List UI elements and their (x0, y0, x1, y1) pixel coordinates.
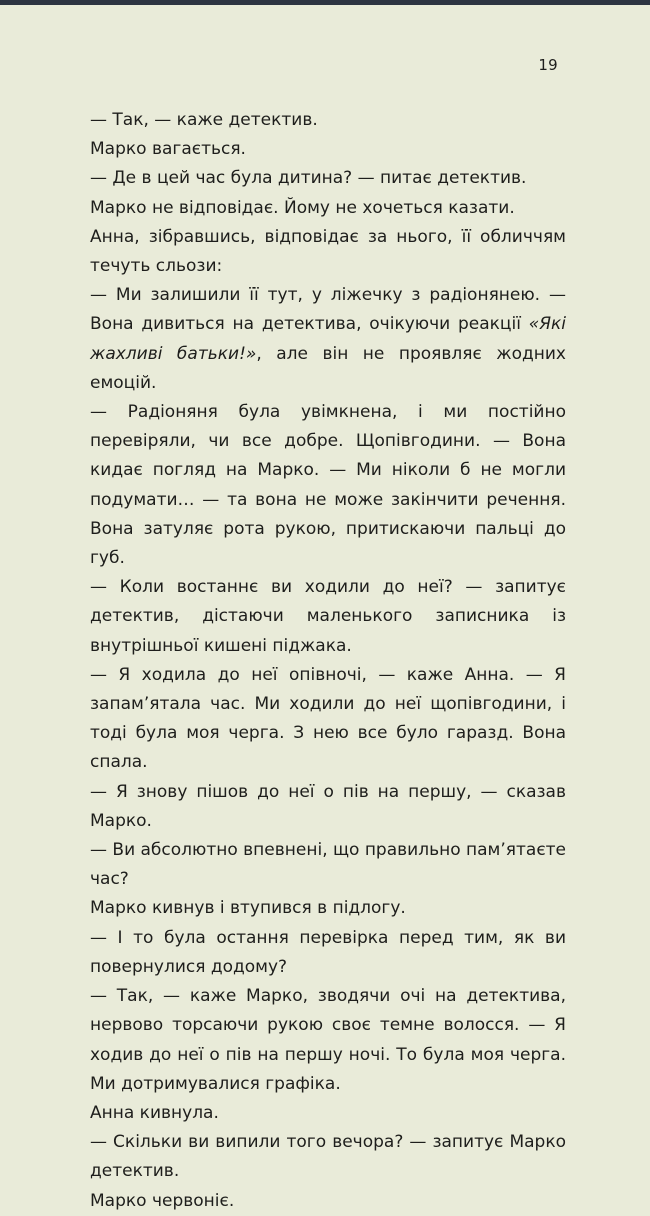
paragraph-8: — Коли востаннє ви ходили до неї? — запитує детектив, дістаючи маленького записника із внутрішньої кишені піджака. (90, 577, 566, 656)
paragraph-11: — Ви абсолютно впевнені, що правильно пам’ятаєте час? (90, 840, 567, 890)
paragraph-10: — Я знову пішов до неї о пів на першу, — сказав Марко. (90, 781, 566, 831)
paragraph-12: Марко кивнув і втупився в підлогу. (90, 898, 406, 919)
paragraph-6 (90, 281, 566, 398)
paragraph-6-before: — Ми залишили її тут, у ліжечку з радіонянею. — Вона дивиться на детектива, очікуючи реакції (90, 285, 566, 335)
paragraph-4: Марко не відповідає. Йому не хочеться казати. (90, 197, 515, 218)
paragraph-6-italic-quote: «Які жахливі батьки!» (90, 314, 566, 364)
paragraph-16: — Скільки ви випили того вечора? — запитує Марко детектив. (90, 1132, 566, 1182)
paragraph-17: Марко червоніє. (90, 1190, 235, 1211)
paragraph-6-after: , але він не проявляє жодних емоцій. (90, 343, 566, 393)
paragraph-7: — Радіоняня була увімкнена, і ми постійно перевіряли, чи все добре. Щопівгодини. — Вона кидає погляд на Марко. — Ми ніколи б не могли подумати… — та вона не може закінчити речення. Вона затуляє рота рукою, притискаючи пальці до губ. (90, 402, 566, 569)
page-number: 19 (538, 56, 558, 74)
paragraph-1: — Так, — каже детектив. (90, 110, 318, 130)
paragraph-5: Анна, зібравшись, відповідає за нього, її обличчям течуть сльози: (90, 226, 566, 277)
paragraph-3: — Де в цей час була дитина? — питає детектив. (90, 168, 527, 189)
book-text-body (90, 106, 566, 1216)
paragraph-15: Анна кивнула. (90, 1102, 219, 1123)
paragraph-9: — Я ходила до неї опівночі, — каже Анна. — Я запам’ятала час. Ми ходили до неї щопівгодини, і тоді була моя черга. З нею все було гаразд. Вона спала. (90, 664, 566, 773)
paragraph-13: — І то була остання перевірка перед тим, як ви повернулися додому? (90, 927, 566, 977)
page-top-edge (0, 0, 650, 5)
paragraph-14: — Так, — каже Марко, зводячи очі на детектива, нервово торсаючи рукою своє темне волосся. — Я ходив до неї о пів на першу ночі. То була моя черга. Ми дотримувалися графіка. (90, 986, 566, 1094)
paragraph-2: Марко вагається. (90, 139, 246, 160)
